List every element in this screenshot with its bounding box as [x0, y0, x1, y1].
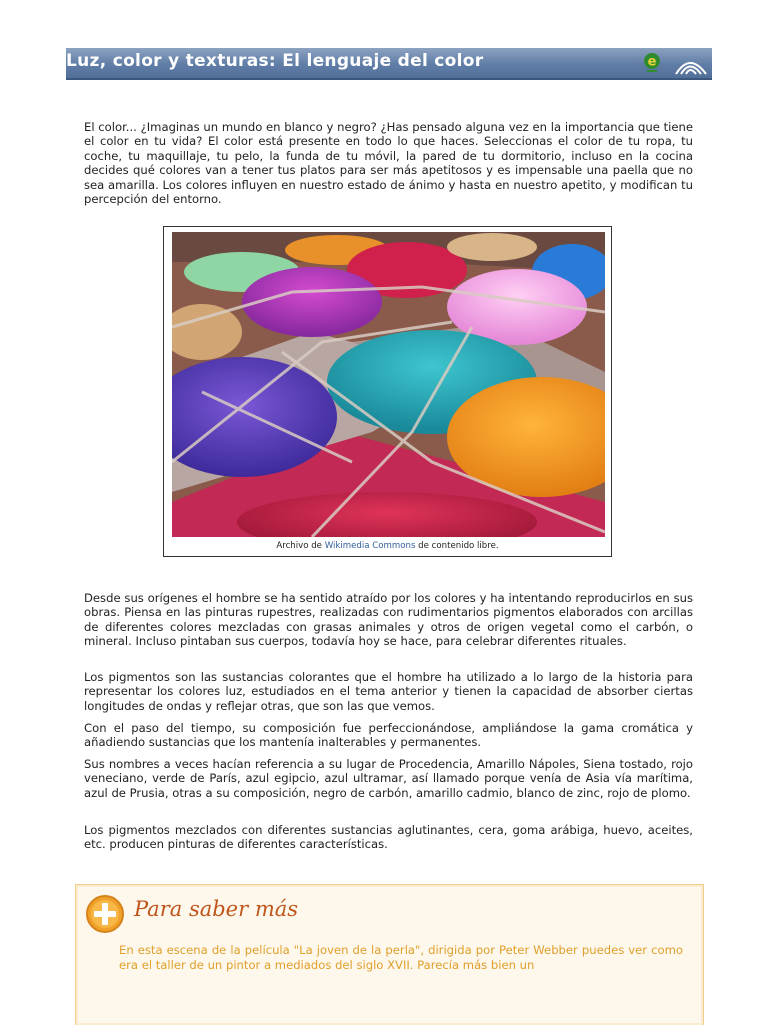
paragraph-paints: Los pigmentos mezclados con diferentes sustancias aglutinantes, cera, goma arábiga, huevo, aceites, etc. producen pinturas de diferentes características.: [84, 823, 693, 852]
para-saber-mas-title: Para saber más: [134, 897, 299, 921]
figure-pigments: [163, 226, 612, 557]
plus-circle-icon: [84, 893, 126, 935]
svg-text:e: e: [647, 54, 657, 70]
page-title: Luz, color y texturas: El lenguaje del color: [66, 51, 484, 71]
paragraph-origins: Desde sus orígenes el hombre se ha sentido atraído por los colores y ha intentando reproducirlos en sus obras. Piensa en las pinturas rupestres, realizadas con rudimentarios pigmentos elaborados con arcillas de diferentes colores mezcladas con grasas animales y otros de origen vegetal como el carbón, o mineral. Incluso pintaban sus cuerpos, todavía hoy se hace, para celebrar diferentes rituales.: [84, 591, 693, 649]
paragraph-composition: Con el paso del tiempo, su composición fue perfeccionándose, ampliándose la gama cromática y añadiendo sustancias que los mantenía inalterables y permanentes.: [84, 721, 693, 750]
wikimedia-commons-link[interactable]: Wikimedia Commons: [324, 541, 416, 551]
junta-e-logo-icon: [644, 53, 660, 72]
para-saber-mas-box: [75, 884, 704, 1025]
intro-paragraph: El color... ¿Imaginas un mundo en blanco y negro? ¿Has pensado alguna vez en la importancia que tiene el color en tu vida? El color está presente en todo lo que haces. Seleccionas el color de tu ropa, tu coche, tu maquillaje, tu pelo, la funda de tu móvil, la pared de tu dormitorio, incluso en la cocina decides qué colores van a tener tus platos para ser más apetitosos y es impensable una paella que no sea amarilla. Los colores influyen en nuestro estado de ánimo y hasta en nuestro apetito, y modifican tu percepción del entorno.: [84, 120, 693, 207]
paragraph-pigments: Los pigmentos son las sustancias colorantes que el hombre ha utilizado a lo largo de la historia para representar los colores luz, estudiados en el tema anterior y tienen la capacidad de absorber ciertas longitudes de ondas y reflejar otras, que son las que vemos.: [84, 670, 693, 713]
page-header: [66, 48, 712, 80]
junta-arch-logo-icon: [676, 63, 706, 74]
para-saber-mas-text: En esta escena de la película "La joven de la perla", dirigida por Peter Webber puedes ver como era el taller de un pintor a mediados del siglo XVII. Parecía más bien un: [119, 943, 683, 972]
paragraph-names: Sus nombres a veces hacían referencia a su lugar de Procedencia, Amarillo Nápoles, Siena tostado, rojo veneciano, verde de París, azul egipcio, azul ultramar, así llamado porque venía de Asia vía marítima, azul de Prusia, otras a su composición, negro de carbón, amarillo cadmio, blanco de zinc, rojo de plomo.: [84, 757, 693, 800]
pigments-photo: [172, 232, 605, 537]
figure-caption: [164, 541, 611, 551]
caption-prefix: Archivo de: [276, 541, 325, 551]
caption-suffix: de contenido libre.: [415, 541, 499, 551]
header-logos: [638, 50, 710, 76]
